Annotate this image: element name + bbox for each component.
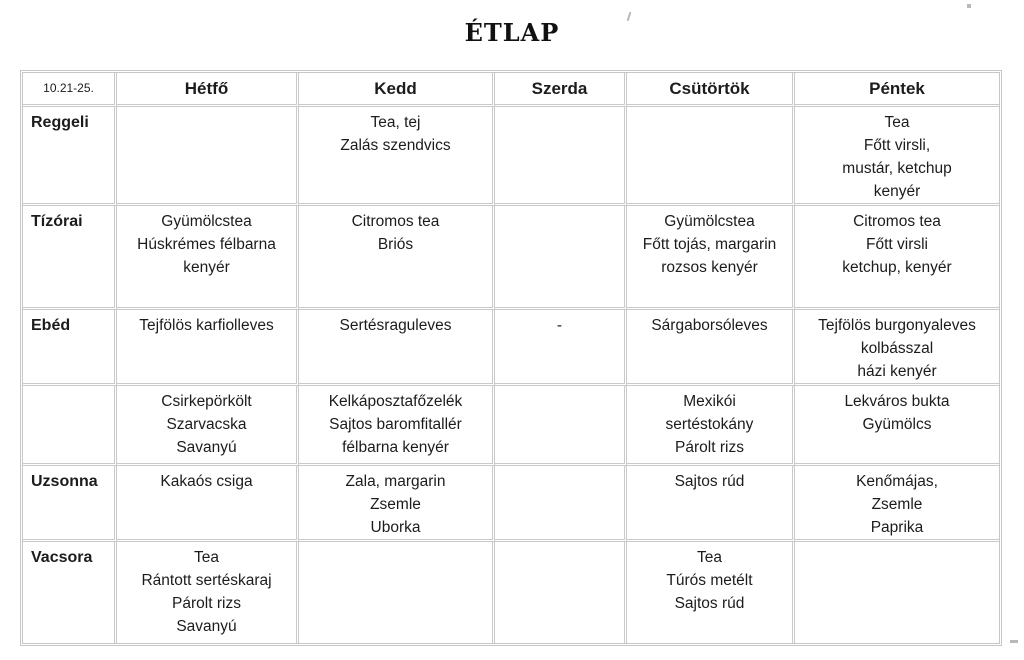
menu-cell: Sárgaborsóleves (627, 310, 795, 386)
meal-row-ebed (23, 310, 999, 386)
day-header-wednesday: Szerda (495, 73, 627, 107)
menu-cell (495, 466, 627, 542)
menu-cell: Zala, margarin Zsemle Uborka (299, 466, 495, 542)
meal-label: Reggeli (23, 107, 117, 206)
day-header-tuesday: Kedd (299, 73, 495, 107)
menu-cell: Lekváros bukta Gyümölcs (795, 386, 999, 466)
meal-label: Uzsonna (23, 466, 117, 542)
menu-cell: Tea Főtt virsli, mustár, ketchup kenyér (795, 107, 999, 206)
menu-table (20, 70, 1002, 646)
menu-cell (495, 386, 627, 466)
meal-row-ebed-main (23, 386, 999, 466)
menu-cell: Sertésraguleves (299, 310, 495, 386)
page-title: ÉTLAP (464, 18, 560, 47)
header-row (23, 73, 999, 107)
menu-cell: Tea Túrós metélt Sajtos rúd (627, 542, 795, 643)
meal-row-reggeli (23, 107, 999, 206)
menu-cell (495, 107, 627, 206)
menu-cell (795, 542, 999, 643)
date-range-header: 10.21-25. (23, 73, 117, 107)
menu-cell: Citromos tea Főtt virsli ketchup, kenyér (795, 206, 999, 310)
menu-cell (117, 107, 299, 206)
menu-cell: Tejfölös burgonyaleves kolbásszal házi kenyér (795, 310, 999, 386)
scan-speck (967, 4, 971, 8)
menu-cell: Gyümölcstea Főtt tojás, margarin rozsos kenyér (627, 206, 795, 310)
meal-label: Vacsora (23, 542, 117, 643)
menu-cell: Kakaós csiga (117, 466, 299, 542)
menu-cell: - (495, 310, 627, 386)
meal-row-uzsonna (23, 466, 999, 542)
menu-cell: Tea, tej Zalás szendvics (299, 107, 495, 206)
menu-cell: Tea Rántott sertéskaraj Párolt rizs Savanyú (117, 542, 299, 643)
menu-cell (299, 542, 495, 643)
day-header-monday: Hétfő (117, 73, 299, 107)
meal-label (23, 386, 117, 466)
menu-cell: Kelkáposztafőzelék Sajtos baromfitallér félbarna kenyér (299, 386, 495, 466)
day-header-thursday: Csütörtök (627, 73, 795, 107)
menu-cell: Gyümölcstea Húskrémes félbarna kenyér (117, 206, 299, 310)
menu-cell: Kenőmájas, Zsemle Paprika (795, 466, 999, 542)
meal-row-tizorai (23, 206, 999, 310)
meal-label: Ebéd (23, 310, 117, 386)
menu-cell (627, 107, 795, 206)
menu-cell (495, 542, 627, 643)
menu-cell: Sajtos rúd (627, 466, 795, 542)
day-header-friday: Péntek (795, 73, 999, 107)
meal-row-vacsora (23, 542, 999, 643)
menu-cell (495, 206, 627, 310)
meal-label: Tízórai (23, 206, 117, 310)
menu-cell: Tejfölös karfiolleves (117, 310, 299, 386)
menu-cell: Csirkepörkölt Szarvacska Savanyú (117, 386, 299, 466)
menu-cell: Citromos tea Briós (299, 206, 495, 310)
menu-cell: Mexikói sertéstokány Párolt rizs (627, 386, 795, 466)
scan-speck (1010, 640, 1018, 643)
